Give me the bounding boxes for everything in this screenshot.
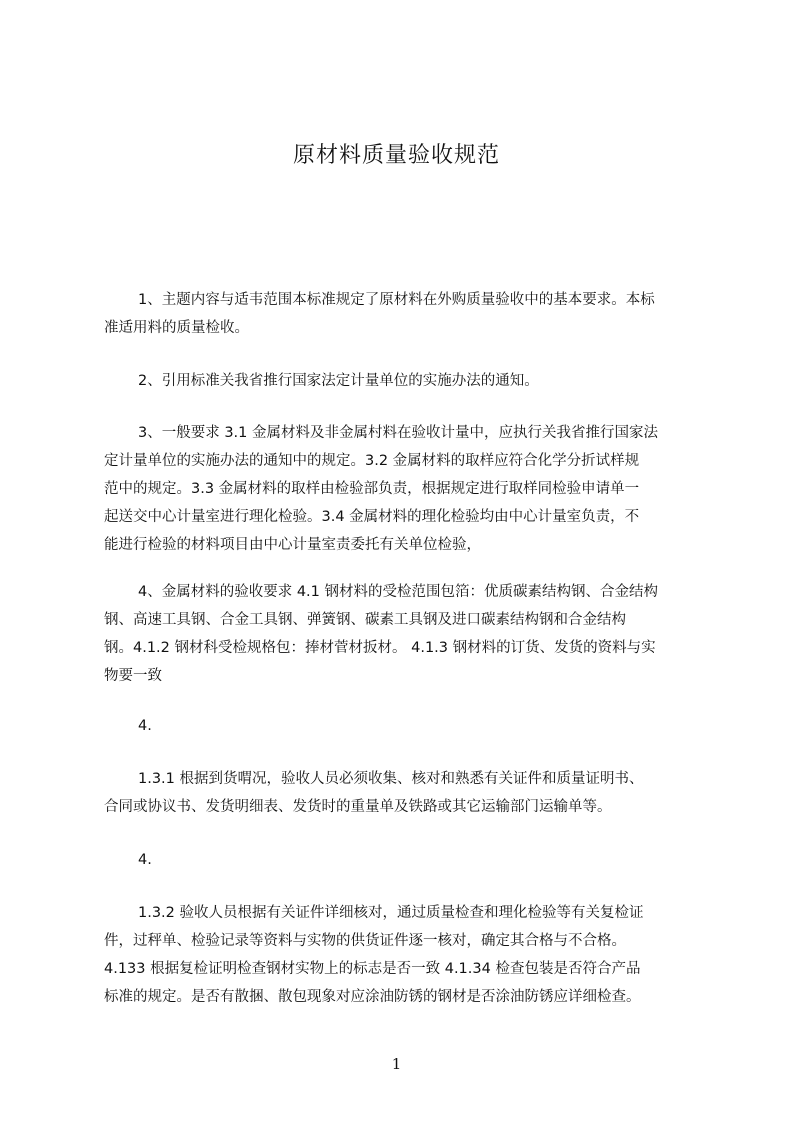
- paragraph-general-requirements: [104, 419, 712, 559]
- text-line: 4.: [138, 718, 152, 734]
- paragraph-section-number: [104, 712, 712, 740]
- text-line: 能进行检验的材料项目由中心计量室责委托有关单位检验，: [104, 537, 481, 553]
- text-line: 4.133 根据复检证明检查钢材实物上的标志是否一致 4.1.34 检查包装是否符合产品: [104, 961, 641, 977]
- text-line: 4、金属材料的验收要求 4.1 钢材料的受检范围包箔：优质碳素结构钢、合金结构: [138, 584, 659, 600]
- paragraph-scope: [104, 286, 712, 342]
- text-line: 钢。4.1.2 钢材科受检规格包：捧材菅材扳材。 4.1.3 钢材料的订货、发货的资料与实: [104, 640, 656, 656]
- paragraph-1-3-2: [104, 899, 712, 1011]
- text-line: 1、主题内容与适韦范围本标准规定了原材料在外购质量验收中的基本要求。本标: [138, 292, 655, 308]
- text-line: 准适用料的质量检收。: [104, 320, 249, 336]
- paragraph-section-number: [104, 846, 712, 874]
- document-title: 原材料质量验收规范: [292, 143, 500, 168]
- paragraph-1-3-1: [104, 765, 712, 821]
- text-line: 4.: [138, 852, 152, 868]
- text-line: 定计量单位的实施办法的通知中的规定。3.2 金属材料的取样应符合化学分折试样规: [104, 453, 640, 469]
- paragraph-metal-acceptance: [104, 578, 712, 690]
- text-line: 件，过秤单、检验记录等资料与实物的供货证件逐一核对，确定其合格与不合格。: [104, 933, 626, 949]
- text-line: 1.3.1 根据到货喟况，验收人员必须收集、核对和熟悉有关证件和质量证明书、: [138, 771, 644, 787]
- page-number: 1: [391, 1055, 402, 1073]
- text-line: 3、一般要求 3.1 金属材料及非金属村料在验收计量中，应执行关我省推行国家法: [138, 425, 659, 441]
- text-line: 钢、高速工具钢、合金工具钢、弹簧钢、碳素工具钢及进口碳素结构钢和合金结构: [104, 612, 626, 628]
- paragraph-references: [104, 367, 712, 395]
- text-line: 1.3.2 验收人员根据有关证件详细核对，通过质量检查和理化检验等有关复检证: [138, 905, 644, 921]
- text-line: 2、引用标准关我省推行国家法定计量单位的实施办法的通知。: [138, 373, 539, 389]
- text-line: 标准的规定。是否有散捆、散包现象对应涂油防锈的钢材是否涂油防锈应详细检查。: [104, 989, 641, 1005]
- text-line: 合同或协议书、发货明细表、发货时的重量单及铁路或其它运输部门运输单等。: [104, 799, 612, 815]
- text-line: 范中的规定。3.3 金属材料的取样由检验部负责，根据规定进行取样同检验申请单一: [104, 481, 640, 497]
- text-line: 起送交中心计量室进行理化检验。3.4 金属材料的理化检验均由中心计量室负责，不: [104, 509, 640, 525]
- text-line: 物要一致: [104, 668, 162, 684]
